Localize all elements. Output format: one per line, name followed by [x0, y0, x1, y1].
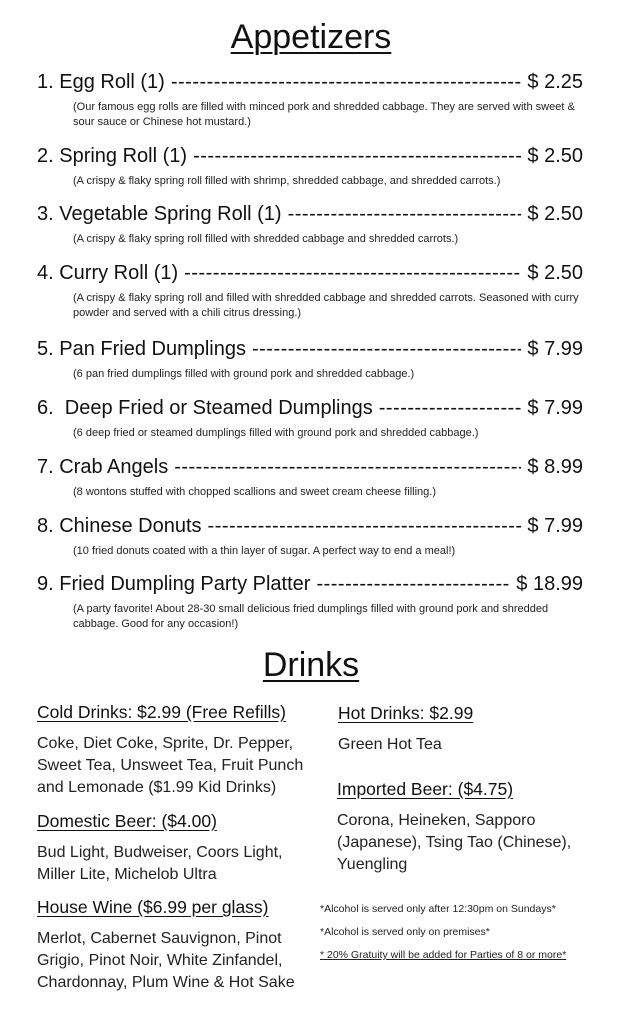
dotted-leader	[184, 261, 521, 285]
cold-drinks-heading: Cold Drinks: $2.99 (Free Refills)	[37, 702, 286, 722]
imported-beer-list: Corona, Heineken, Sapporo (Japanese), Tsing Tao (Chinese), Yuengling	[337, 812, 572, 873]
domestic-beer-heading: Domestic Beer: ($4.00)	[37, 811, 217, 831]
menu-item	[37, 337, 583, 382]
alcohol-premises-note: *Alcohol is served only on premises*	[320, 926, 490, 938]
menu-item-name: 8. Chinese Donuts	[37, 515, 202, 537]
menu-item-line	[37, 572, 583, 596]
menu-item-description: (Our famous egg rolls are filled with minced pork and shredded cabbage. They are served with sweet & sour sauce or Chinese hot mustard.)	[73, 101, 575, 128]
menu-item	[37, 202, 583, 247]
menu-item-description: (A crispy & flaky spring roll filled with shrimp, shredded cabbage, and shredded carrots.)	[73, 175, 501, 187]
hot-drinks-section	[338, 702, 598, 756]
menu-item-line	[37, 455, 583, 479]
menu-item-description: (6 pan fried dumplings filled with ground pork and shredded cabbage.)	[73, 368, 415, 380]
menu-item-price: $ 2.50	[527, 262, 583, 284]
imported-beer-section	[337, 778, 597, 876]
cold-drinks-list: Coke, Diet Coke, Sprite, Dr. Pepper, Sweet Tea, Unsweet Tea, Fruit Punch and Lemonade ($1.99 Kid Drinks)	[37, 735, 304, 796]
menu-item-name: 4. Curry Roll (1)	[37, 262, 179, 284]
menu-item	[37, 261, 583, 321]
menu-item-description: (6 deep fried or steamed dumplings filled with ground pork and shredded cabbage.)	[73, 427, 479, 439]
menu-item-description: (A crispy & flaky spring roll filled with shredded cabbage and shredded carrots.)	[73, 233, 459, 245]
menu-item-price: $ 18.99	[516, 573, 583, 595]
cold-drinks-section	[37, 701, 327, 799]
menu-item-line	[37, 202, 583, 226]
domestic-beer-list: Bud Light, Budweiser, Coors Light, Miller Lite, Michelob Ultra	[37, 844, 283, 883]
dotted-leader	[252, 337, 521, 361]
menu-item-price: $ 7.99	[527, 515, 583, 537]
menu-item-name: 6. Deep Fried or Steamed Dumplings	[37, 397, 373, 419]
menu-item-line	[37, 70, 583, 94]
menu-item-description: (A crispy & flaky spring roll and filled with shredded cabbage and shredded carrots. Seasoned with curry powder and served with a chili citrus dressing.)	[73, 292, 579, 319]
menu-item	[37, 514, 583, 559]
house-wine-heading: House Wine ($6.99 per glass)	[37, 897, 269, 917]
menu-item	[37, 396, 583, 441]
menu-item-price: $ 7.99	[527, 397, 583, 419]
menu-item-price: $ 2.25	[527, 71, 583, 93]
dotted-leader	[174, 455, 521, 479]
menu-item-line	[37, 144, 583, 168]
dotted-leader	[379, 396, 522, 420]
menu-item-name: 3. Vegetable Spring Roll (1)	[37, 203, 282, 225]
menu-item-price: $ 2.50	[527, 203, 583, 225]
hot-drinks-heading: Hot Drinks: $2.99	[338, 703, 474, 723]
gratuity-note: * 20% Gratuity will be added for Parties of 8 or more*	[320, 949, 567, 961]
domestic-beer-section	[37, 810, 317, 886]
dotted-leader	[288, 202, 522, 226]
dotted-leader	[316, 572, 510, 596]
imported-beer-heading: Imported Beer: ($4.75)	[337, 779, 514, 799]
hot-drinks-list: Green Hot Tea	[338, 736, 442, 753]
house-wine-list: Merlot, Cabernet Sauvignon, Pinot Grigio, Pinot Noir, White Zinfandel, Chardonnay, Plum Wine & Hot Sake	[37, 930, 295, 991]
drinks-title: Drinks	[262, 646, 360, 684]
menu-item-line	[37, 261, 583, 285]
menu-item-line	[37, 396, 583, 420]
menu-item	[37, 455, 583, 500]
alcohol-sunday-note: *Alcohol is served only after 12:30pm on Sundays*	[320, 903, 556, 915]
house-wine-section	[37, 896, 322, 994]
appetizers-title: Appetizers	[230, 18, 392, 56]
menu-item-price: $ 7.99	[527, 338, 583, 360]
menu-item-name: 2. Spring Roll (1)	[37, 145, 188, 167]
menu-item-name: 1. Egg Roll (1)	[37, 71, 165, 93]
menu-item-line	[37, 514, 583, 538]
dotted-leader	[171, 70, 522, 94]
dotted-leader	[193, 144, 521, 168]
menu-item	[37, 144, 583, 189]
menu-item-price: $ 2.50	[527, 145, 583, 167]
menu-item-description: (8 wontons stuffed with chopped scallions and sweet cream cheese filling.)	[73, 486, 436, 498]
menu-item-price: $ 8.99	[527, 456, 583, 478]
menu-item-name: 9. Fried Dumpling Party Platter	[37, 573, 311, 595]
menu-item-line	[37, 337, 583, 361]
dotted-leader	[208, 514, 522, 538]
menu-item-name: 5. Pan Fried Dumplings	[37, 338, 246, 360]
menu-item-name: 7. Crab Angels	[37, 456, 169, 478]
menu-item	[37, 70, 583, 130]
menu-item-description: (A party favorite! About 28-30 small delicious fried dumplings filled with ground pork and shredded cabbage. Good for any occasion!)	[73, 603, 549, 630]
menu-item	[37, 572, 583, 632]
menu-item-description: (10 fried donuts coated with a thin layer of sugar. A perfect way to end a meal!)	[73, 545, 456, 557]
